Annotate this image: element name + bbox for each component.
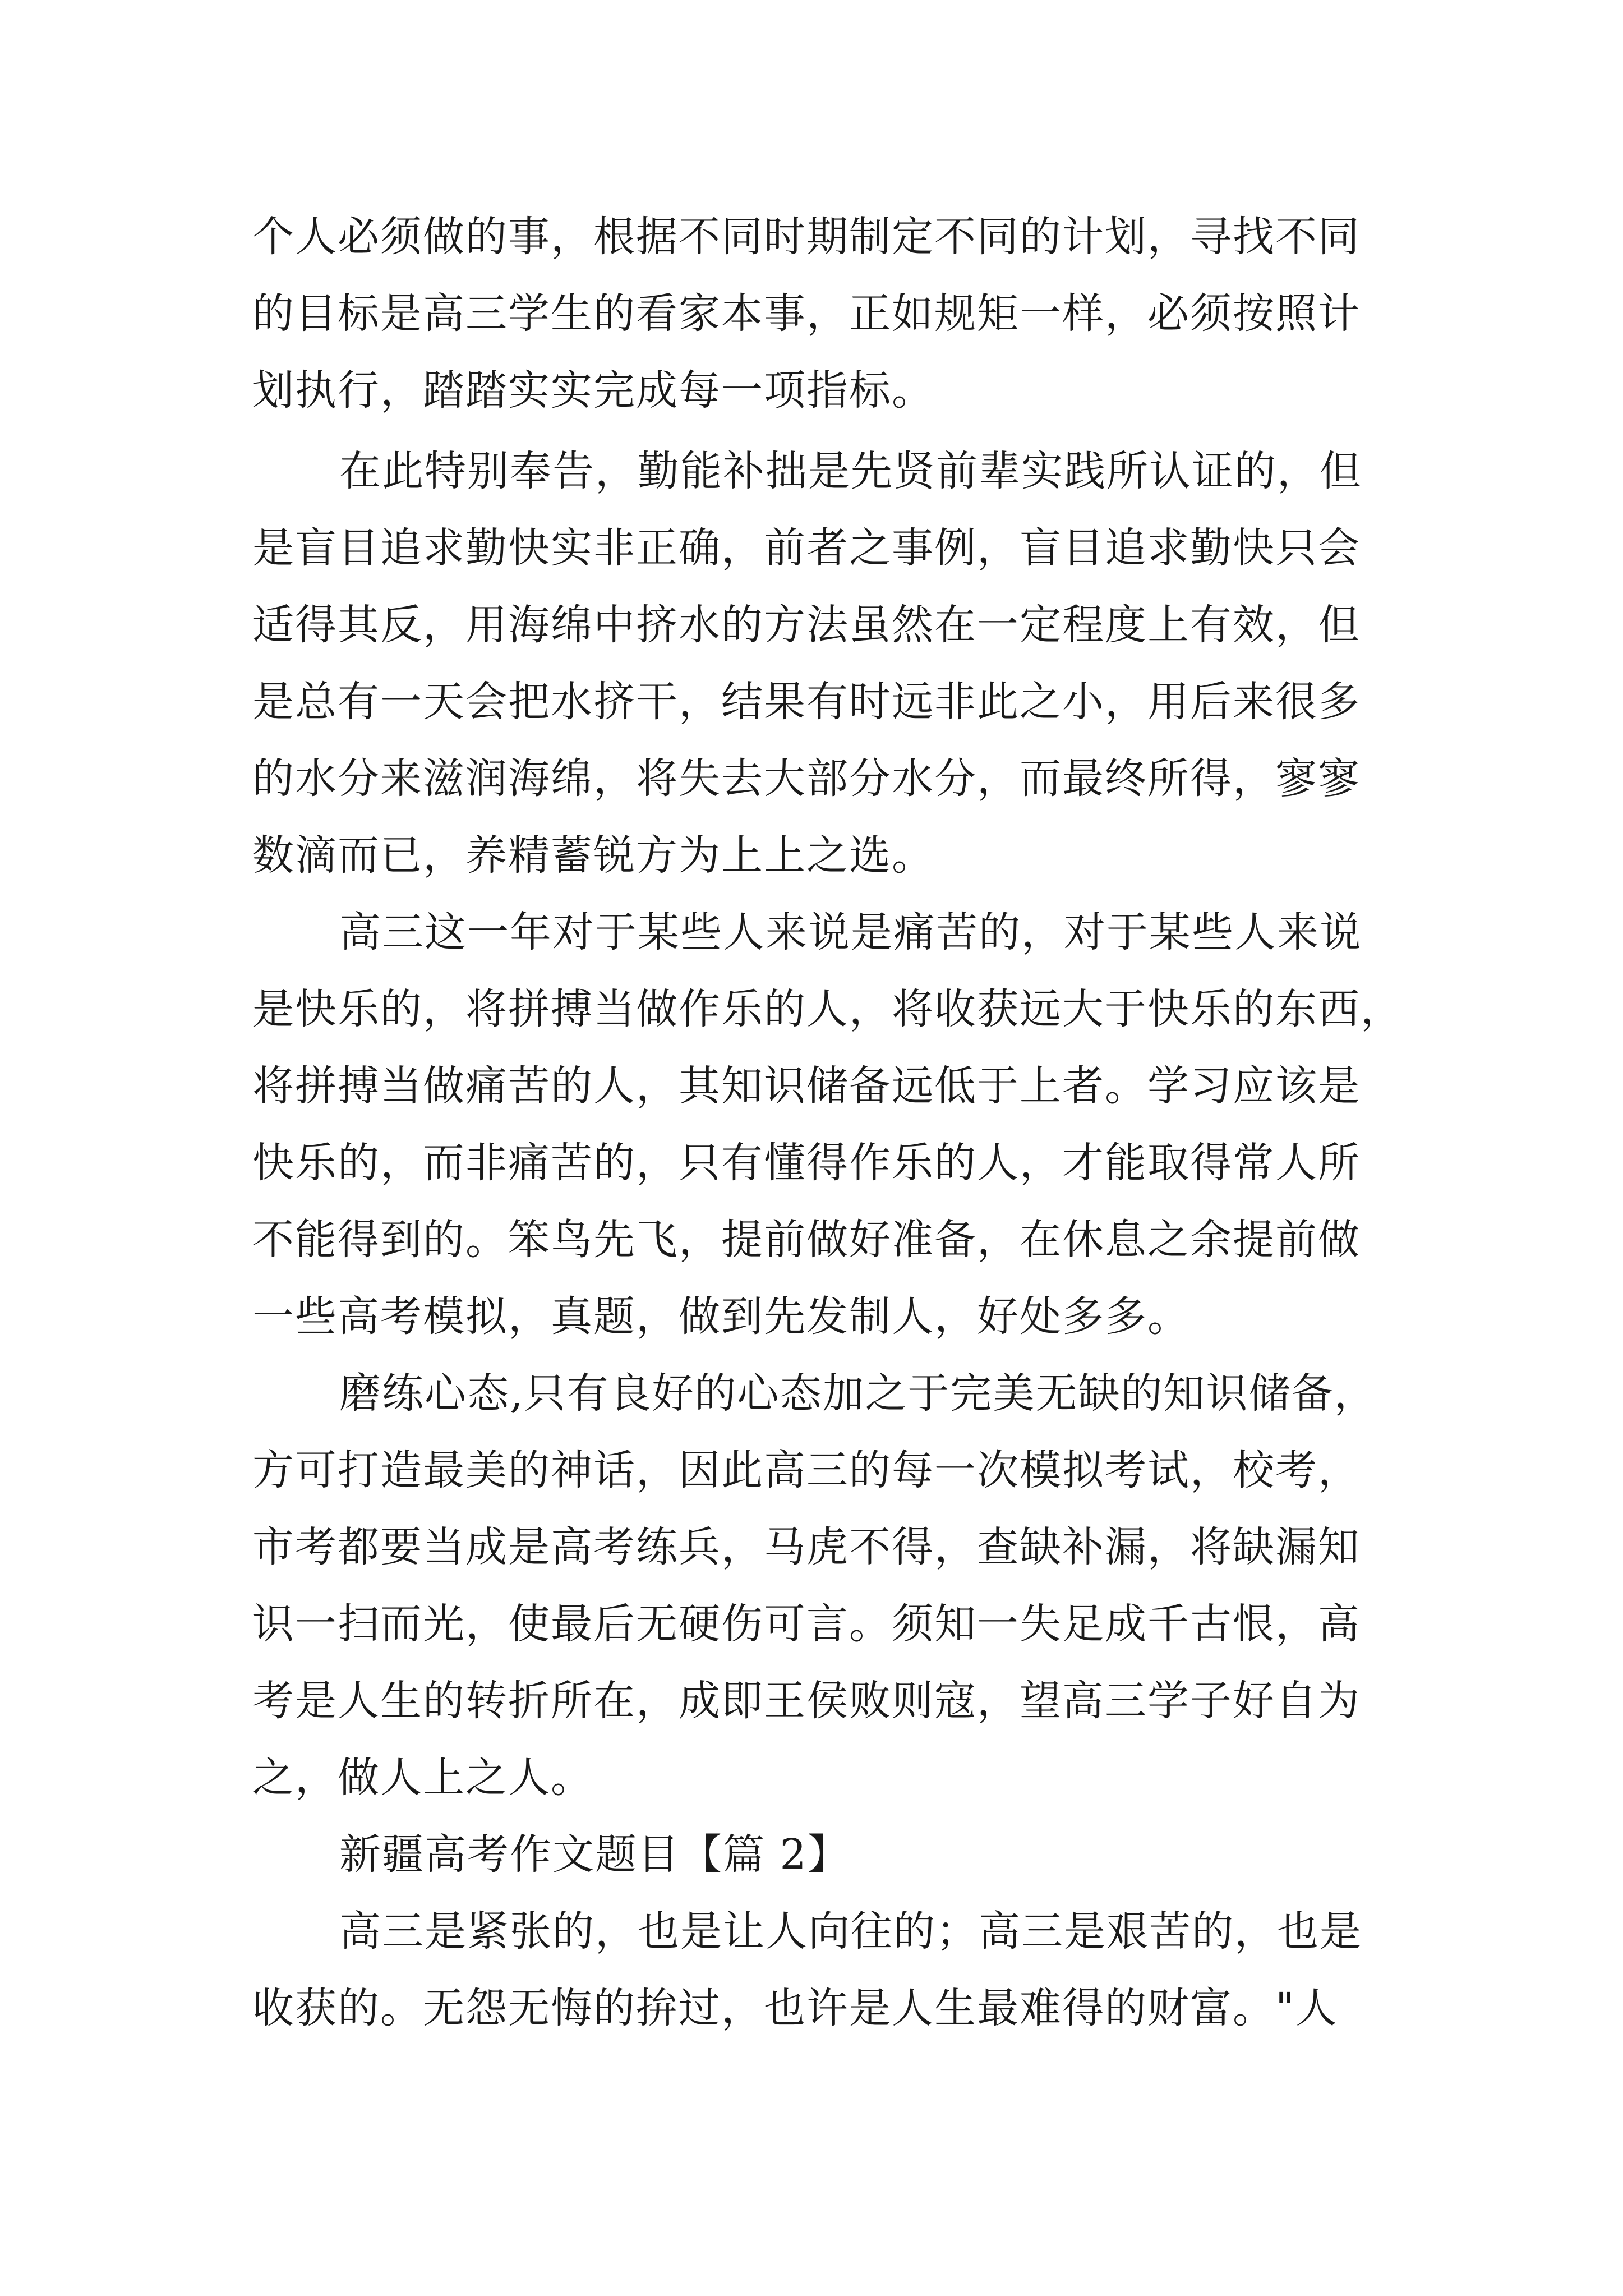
text-line: 考是人生的转折所在，成即王侯败则寇，望高三学子好自为	[252, 1677, 1361, 1725]
text-line: 将拼搏当做痛苦的人，其知识储备远低于上者。学习应该是	[252, 1062, 1361, 1110]
paragraph-first-line: 高三是紧张的，也是让人向往的；高三是艰苦的，也是	[339, 1907, 1362, 1955]
text-line: 快乐的，而非痛苦的，只有懂得作乐的人，才能取得常人所	[252, 1139, 1361, 1187]
text-line: 适得其反，用海绵中挤水的方法虽然在一定程度上有效，但	[252, 601, 1361, 649]
text-line: 是快乐的，将拼搏当做作乐的人，将收获远大于快乐的东西，	[252, 985, 1403, 1033]
text-line: 数滴而已，养精蓄锐方为上上之选。	[252, 831, 934, 880]
text-line: 的目标是高三学生的看家本事，正如规矩一样，必须按照计	[252, 289, 1361, 338]
paragraph-first-line: 磨练心态,只有良好的心态加之于完美无缺的知识储备，	[339, 1369, 1377, 1418]
text-line: 不能得到的。笨鸟先飞，提前做好准备，在休息之余提前做	[252, 1216, 1361, 1264]
text-line: 的水分来滋润海绵，将失去大部分水分，而最终所得，寥寥	[252, 754, 1361, 803]
section-heading: 新疆高考作文题目【篇 2】	[339, 1830, 850, 1879]
paragraph-first-line: 高三这一年对于某些人来说是痛苦的，对于某些人来说	[339, 908, 1362, 956]
text-line: 方可打造最美的神话，因此高三的每一次模拟考试，校考，	[252, 1446, 1361, 1494]
text-line: 是盲目追求勤快实非正确，前者之事例，盲目追求勤快只会	[252, 524, 1361, 572]
text-line: 识一扫而光，使最后无硬伤可言。须知一失足成千古恨，高	[252, 1600, 1361, 1648]
paragraph-first-line: 在此特别奉告，勤能补拙是先贤前辈实践所认证的，但	[339, 447, 1362, 495]
text-line: 划执行，踏踏实实完成每一项指标。	[252, 366, 934, 415]
text-line: 收获的。无怨无悔的拚过，也许是人生最难得的财富。"人	[252, 1984, 1339, 2032]
text-line: 市考都要当成是高考练兵，马虎不得，查缺补漏，将缺漏知	[252, 1523, 1361, 1571]
text-line: 一些高考模拟，真题，做到先发制人，好处多多。	[252, 1292, 1190, 1341]
text-line: 之，做人上之人。	[252, 1754, 593, 1802]
text-line: 个人必须做的事，根据不同时期制定不同的计划，寻找不同	[252, 213, 1361, 261]
text-line: 是总有一天会把水挤干，结果有时远非此之小，用后来很多	[252, 678, 1361, 726]
